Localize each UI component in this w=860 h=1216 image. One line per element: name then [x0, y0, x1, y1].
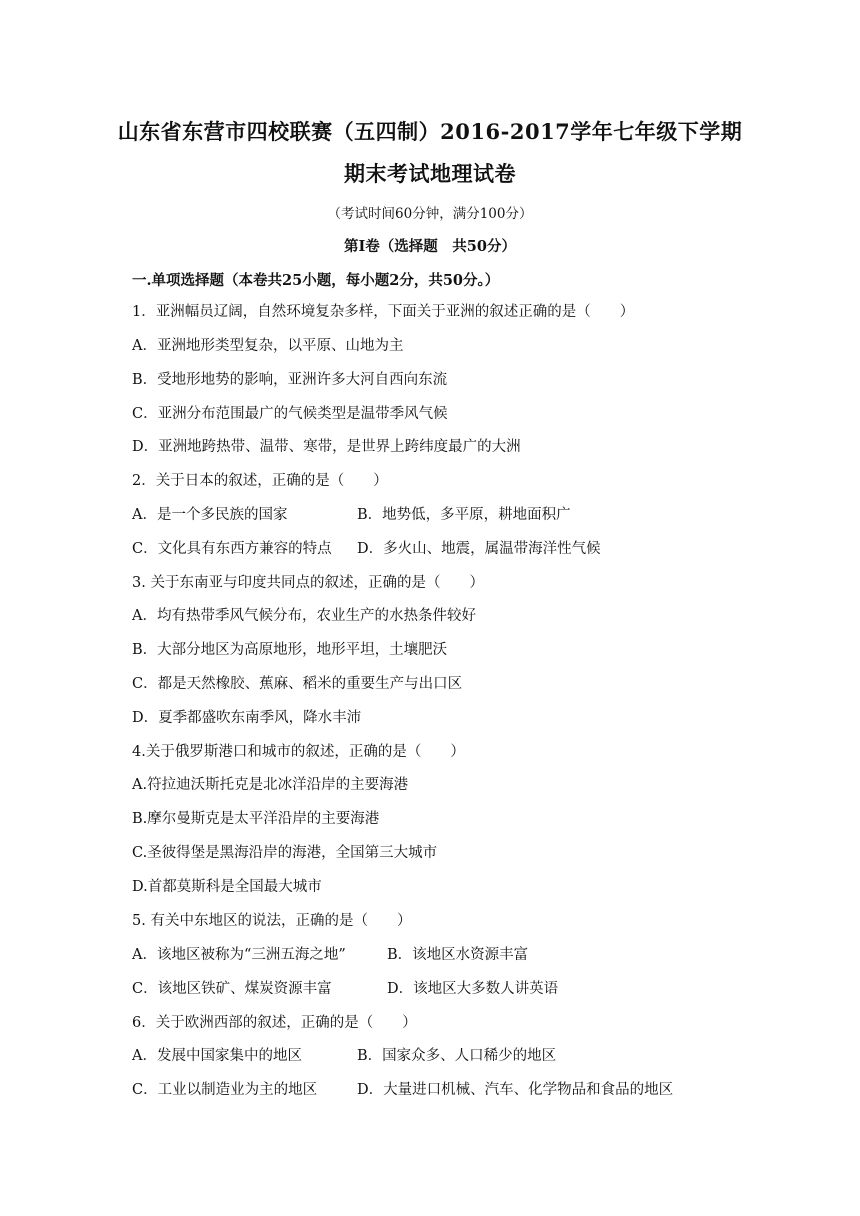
exam-title-line1: 山东省东营市四校联赛（五四制）2016-2017学年七年级下学期 [117, 119, 743, 144]
question-1-stem: 1．亚洲幅员辽阔，自然环境复杂多样，下面关于亚洲的叙述正确的是（ ） [132, 304, 635, 320]
section-heading: 一.单项选择题（本卷共25小题，每小题2分，共50分。） [132, 272, 500, 289]
question-2-option-a: A．是一个多民族的国家 [132, 507, 288, 523]
question-6-option-b: B．国家众多、人口稀少的地区 [357, 1048, 557, 1064]
question-2-option-c: C．文化具有东西方兼容的特点 [132, 541, 332, 557]
question-4-option-b: B.摩尔曼斯克是太平洋沿岸的主要海港 [132, 811, 380, 827]
question-4-option-a: A.符拉迪沃斯托克是北冰洋沿岸的主要海港 [132, 777, 409, 793]
question-3-option-b: B．大部分地区为高原地形，地形平坦，土壤肥沃 [132, 642, 448, 658]
question-6-stem: 6．关于欧洲西部的叙述，正确的是（ ） [132, 1015, 417, 1031]
question-4-option-d: D.首都莫斯科是全国最大城市 [132, 879, 322, 895]
question-6-option-c: C．工业以制造业为主的地区 [132, 1082, 318, 1098]
question-1-option-a: A．亚洲地形类型复杂，以平原、山地为主 [132, 338, 404, 354]
question-4-stem: 4.关于俄罗斯港口和城市的叙述，正确的是（ ） [132, 744, 465, 760]
question-2-stem: 2．关于日本的叙述，正确的是（ ） [132, 473, 388, 489]
question-3-option-d: D．夏季都盛吹东南季风，降水丰沛 [132, 710, 362, 726]
question-5-option-c: C．该地区铁矿、煤炭资源丰富 [132, 981, 332, 997]
question-5-option-b: B．该地区水资源丰富 [387, 947, 529, 963]
question-1-option-c: C．亚洲分布范围最广的气候类型是温带季风气候 [132, 406, 448, 422]
question-6-option-a: A．发展中国家集中的地区 [132, 1048, 302, 1064]
question-4-option-c: C.圣彼得堡是黑海沿岸的海港，全国第三大城市 [132, 845, 438, 861]
question-6-option-d: D．大量进口机械、汽车、化学物品和食品的地区 [357, 1082, 674, 1098]
question-5-option-a: A．该地区被称为“三洲五海之地” [132, 947, 346, 963]
question-3-option-c: C．都是天然橡胶、蕉麻、稻米的重要生产与出口区 [132, 676, 463, 692]
question-1-option-d: D．亚洲地跨热带、温带、寒带，是世界上跨纬度最广的大洲 [132, 439, 521, 455]
exam-title-line2: 期末考试地理试卷 [344, 161, 516, 186]
question-5-stem: 5. 有关中东地区的说法，正确的是（ ） [132, 913, 412, 929]
question-2-option-b: B．地势低，多平原，耕地面积广 [357, 507, 571, 523]
question-1-option-b: B．受地形地势的影响，亚洲许多大河自西向东流 [132, 372, 448, 388]
question-2-option-d: D．多火山、地震，属温带海洋性气候 [357, 541, 601, 557]
exam-info: （考试时间60分钟，满分100分） [327, 206, 533, 222]
question-5-option-d: D．该地区大多数人讲英语 [387, 981, 559, 997]
part-heading: 第Ⅰ卷（选择题 共50分） [344, 238, 516, 255]
question-3-stem: 3. 关于东南亚与印度共同点的叙述，正确的是（ ） [132, 575, 484, 591]
question-3-option-a: A．均有热带季风气候分布，农业生产的水热条件较好 [132, 608, 476, 624]
